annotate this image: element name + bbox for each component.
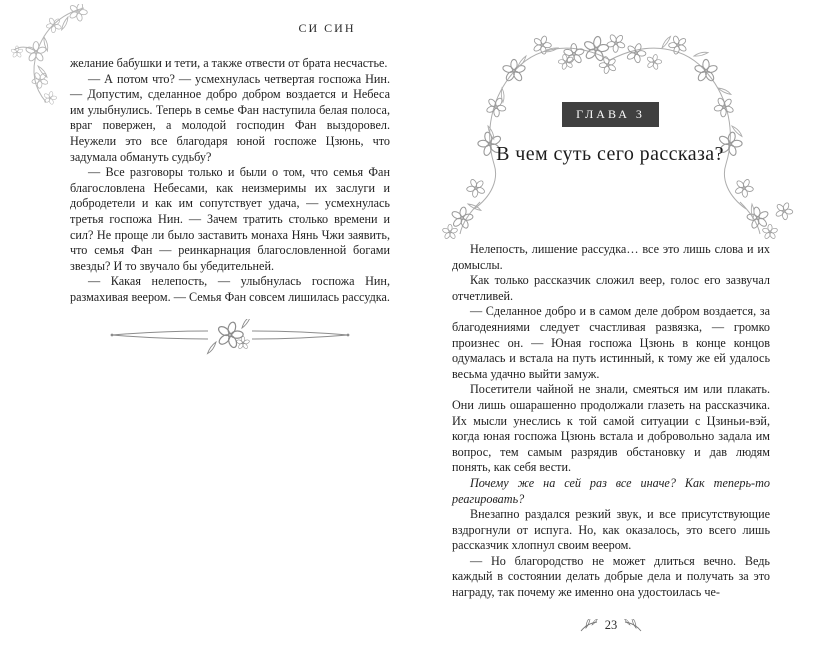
paragraph: Посетители чайной не знали, смеяться им или плакать. Они лишь ошарашенно продолжали глазеть на рассказчика. Их мысли унеслись к той самой ситуации с Цзиньи-вэй, когда юная госпожа Цзюнь встала и добровольно задала им вопрос, тем самым разрядив обстановку и дав людям понять, как себя вести.: [452, 382, 770, 475]
page-number-row: [452, 618, 770, 633]
chapter-number-badge: ГЛАВА 3: [562, 102, 659, 127]
paragraph: — А потом что? — усмехнулась четвертая госпожа Нин. — Допустим, сделанное добро добром воздается и Небеса им улыбнулись. Теперь в семье Фан наступила белая полоса, враг повержен, а молодой господин Фан выздоровел. Неужели это все благодаря юной госпоже Цзюнь, что задумала обмануть судьбу?: [70, 71, 390, 164]
paragraph: Внезапно раздался резкий звук, и все присутствующие вздрогнули от испуга. Но, как оказалось, это всего лишь рассказчик хлопнул своим веером.: [452, 507, 770, 553]
paragraph: — Но благородство не может длиться вечно. Ведь каждый в состоянии делать добрые дела и получать за это награду, так почему же именно она удостоилась че-: [452, 553, 770, 600]
right-page-text: [452, 242, 770, 601]
paragraph: Нелепость, лишение рассудка… все это лишь слова и их домыслы.: [452, 242, 770, 272]
page-number-ornament-right-icon: [624, 619, 642, 633]
left-page-text: [70, 56, 390, 359]
page-number-ornament-left-icon: [580, 619, 598, 633]
paragraph: Как только рассказчик сложил веер, голос его зазвучал отчетливей.: [452, 273, 770, 303]
paragraph-italic: Почему же на сей раз все иначе? Как теперь-то реагировать?: [452, 475, 770, 506]
chapter-floral-frame-icon: [422, 16, 798, 244]
paragraph: — Все разговоры только и были о том, что семья Фан благословлена Небесами, как неизмеримы их заслуги и добродетели и как им сопутствует удача, — усмехнулась третья госпожа Нин. — Зачем тратить столько времени и сил? Не проще ли было заставить монаха Нянь Чжи заявить, что семья Фан — реинкарнация благословленной богами звезды? И то звучало бы убедительней.: [70, 165, 390, 273]
page-number: 23: [604, 618, 618, 632]
running-head-author: СИ СИН: [298, 21, 356, 35]
paragraph: желание бабушки и тети, а также отвести от брата несчастье.: [70, 56, 388, 70]
paragraph: — Какая нелепость, — улыбнулась госпожа Нин, размахивая веером. — Семья Фан совсем лишилась рассудка.: [70, 274, 390, 304]
chapter-title: В чем суть сего рассказа?: [496, 143, 724, 165]
section-divider-ornament-icon: [108, 319, 352, 359]
paragraph: — Сделанное добро и в самом деле добром воздается, за благодеяниями следует счастливая развязка, — громко произнес он. — Юная госпожа Цзюнь в конце концов одумалась и встала на путь истинный, к тому же ей удалось весьма удачно выйти замуж.: [452, 304, 770, 381]
